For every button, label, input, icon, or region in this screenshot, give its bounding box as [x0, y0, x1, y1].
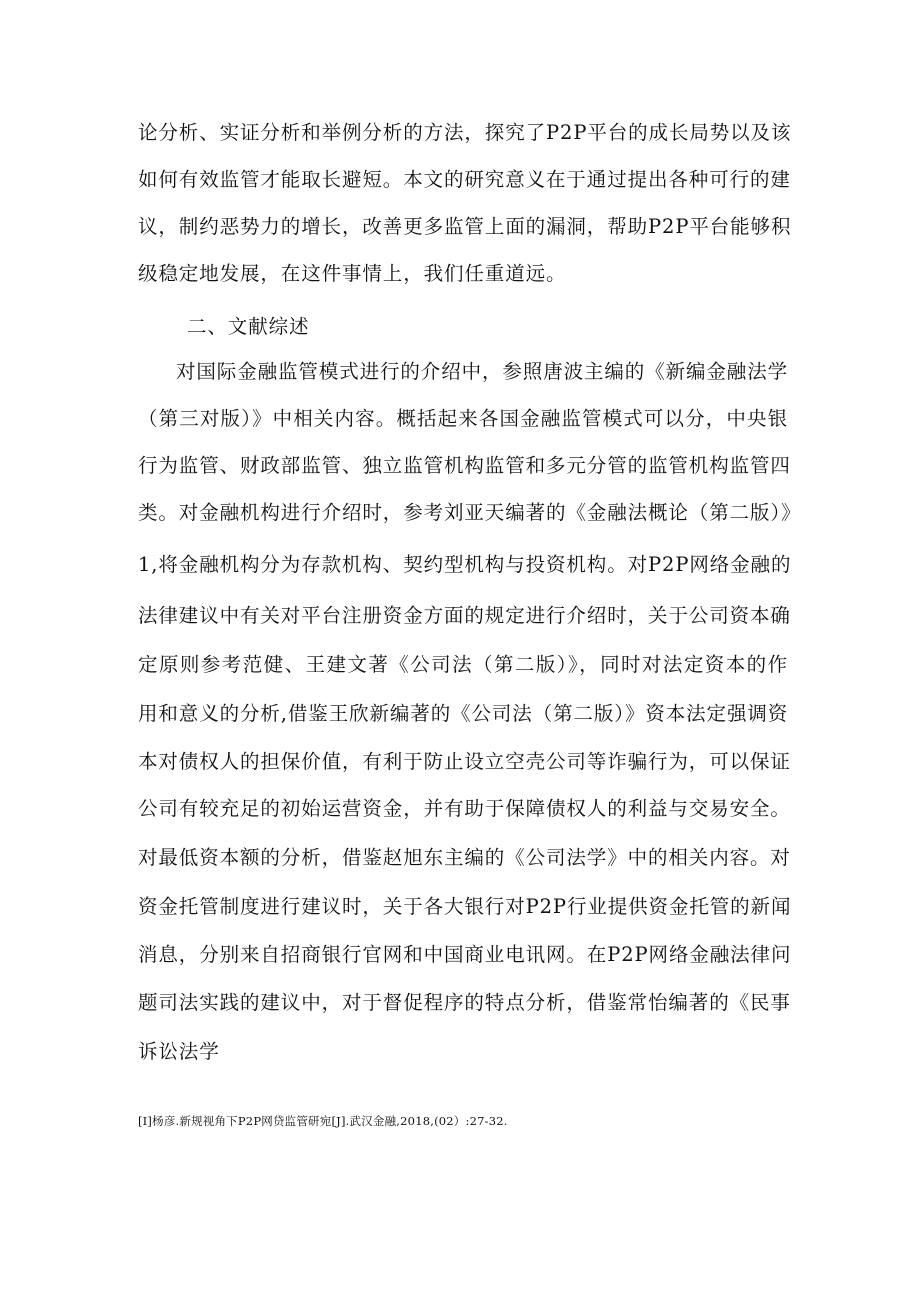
paragraph-line: 本对债权人的担保价值，有利于防止设立空壳公司等诈骗行为，可以保证	[138, 750, 791, 773]
paragraph-line: 定原则参考范健、王建文著《公司法（第二版）》，同时对法定资本的作	[138, 653, 788, 676]
paragraph-line: 诉讼法学	[138, 1040, 220, 1063]
section-heading: 二、文献综述	[187, 315, 310, 338]
paragraph-line: 用和意义的分析,借鉴王欣新编著的《公司法（第二版）》资本法定强调资	[138, 702, 789, 725]
paragraph-line: 消息，分别来自招商银行官网和中国商业电讯网。在P2P网络金融法律问	[138, 943, 792, 966]
paragraph-line: 公司有较充足的初始运营资金，并有助于保障债权人的利益与交易安全。	[138, 797, 791, 820]
paragraph-line: 对最低资本额的分析，借鉴赵旭东主编的《公司法学》中的相关内容。对	[138, 846, 791, 869]
paragraph-line: 资金托管制度进行建议时，关于各大银行对P2P行业提供资金托管的新闻	[138, 895, 792, 918]
paragraph-line: 类。对金融机构进行介绍时，参考刘亚天编著的《金融法概论（第二版）》	[138, 501, 802, 524]
paragraph-line: 法律建议中有关对平台注册资金方面的规定进行介绍时，关于公司资本确	[138, 604, 791, 627]
footnote: [I]杨彦.新规视角下P2P网贷监管研宛[J].武汉金融,2018,(02）:27-32.	[138, 1114, 508, 1128]
paragraph-line: 对国际金融监管模式进行的介绍中，参照唐波主编的《新编金融法学	[176, 360, 789, 383]
paragraph-line: 1,将金融机构分为存款机构、契约型机构与投资机构。对P2P网络金融的	[138, 553, 792, 576]
paragraph-line: （第三对版）》中相关内容。概括起来各国金融监管模式可以分，中央银	[138, 407, 788, 430]
paragraph-line: 如何有效监管才能取长避短。本文的研究意义在于通过提出各种可行的建	[138, 168, 791, 191]
paragraph-line: 议，制约恶势力的增长，改善更多监管上面的漏洞，帮助P2P平台能够积	[138, 215, 792, 238]
paragraph-line: 题司法实践的建议中，对于督促程序的特点分析，借鉴常怡编著的《民事	[138, 991, 791, 1014]
paragraph-line: 级稳定地发展，在这件事情上，我们任重道远。	[138, 262, 567, 285]
paragraph-line: 行为监管、财政部监管、独立监管机构监管和多元分管的监管机构监管四	[138, 454, 791, 477]
paragraph-line: 论分析、实证分析和举例分析的方法，探究了P2P平台的成长局势以及该	[138, 121, 792, 144]
